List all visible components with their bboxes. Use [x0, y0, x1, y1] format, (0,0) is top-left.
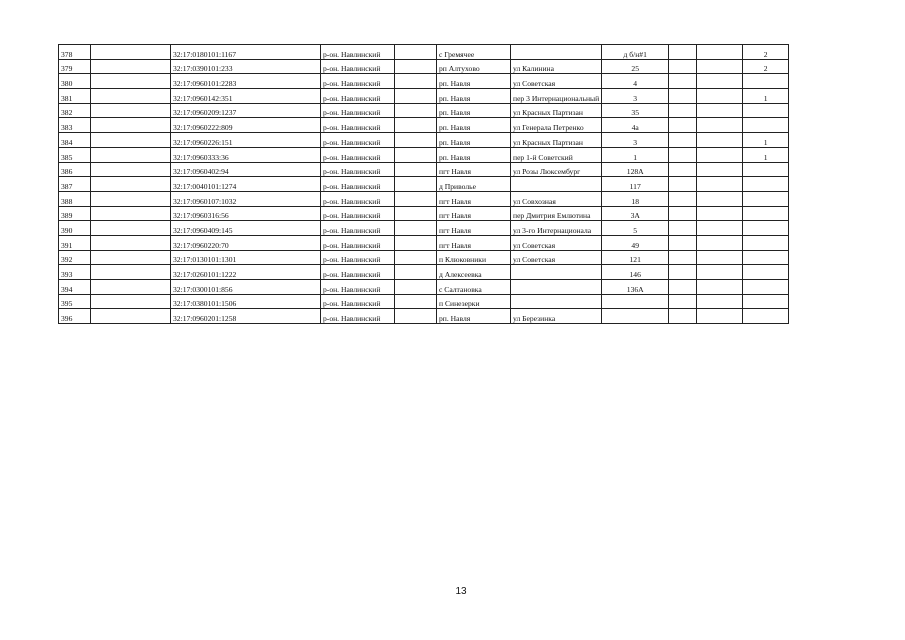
settlement-cell: п Синезерки: [437, 294, 511, 309]
cadastral-number-cell: 32:17:0380101:1506: [171, 294, 321, 309]
cadastral-number-cell: 32:17:0960316:56: [171, 206, 321, 221]
empty-cell: [697, 89, 743, 104]
empty-cell: [697, 133, 743, 148]
cadastral-number-cell: 32:17:0130101:1301: [171, 250, 321, 265]
house-number-cell: 35: [602, 103, 669, 118]
empty-cell: [697, 206, 743, 221]
empty-cell: [91, 118, 171, 133]
house-number-cell: 146: [602, 265, 669, 280]
empty-cell: [697, 45, 743, 60]
empty-cell: [91, 59, 171, 74]
cadastral-number-cell: 32:17:0960226:151: [171, 133, 321, 148]
empty-cell: [395, 103, 437, 118]
empty-cell: [669, 235, 697, 250]
table-row: [59, 89, 789, 104]
empty-cell: [91, 103, 171, 118]
settlement-cell: п Клюковники: [437, 250, 511, 265]
cadastral-number-cell: 32:17:0300101:856: [171, 280, 321, 295]
table-row: [59, 74, 789, 89]
empty-cell: [91, 147, 171, 162]
table-row: [59, 235, 789, 250]
empty-cell: [669, 147, 697, 162]
settlement-cell: пгт Навля: [437, 235, 511, 250]
count-cell: [743, 191, 789, 206]
house-number-cell: [602, 309, 669, 324]
district-cell: р-он. Навлинский: [321, 147, 395, 162]
table-row: [59, 294, 789, 309]
cadastral-number-cell: 32:17:0040101:1274: [171, 177, 321, 192]
empty-cell: [395, 162, 437, 177]
empty-cell: [697, 221, 743, 236]
settlement-cell: с Салтановка: [437, 280, 511, 295]
count-cell: [743, 235, 789, 250]
empty-cell: [669, 265, 697, 280]
street-cell: ул Красных Партизан: [511, 133, 602, 148]
cadastral-number-cell: 32:17:0960402:94: [171, 162, 321, 177]
page-number: 13: [455, 586, 467, 597]
street-cell: [511, 45, 602, 60]
row-number-cell: 396: [59, 309, 91, 324]
settlement-cell: рп. Навля: [437, 89, 511, 104]
street-cell: пер 1-й Советский: [511, 147, 602, 162]
empty-cell: [395, 89, 437, 104]
table-row: [59, 45, 789, 60]
empty-cell: [395, 309, 437, 324]
street-cell: [511, 265, 602, 280]
street-cell: ул 3-го Интернационала: [511, 221, 602, 236]
settlement-cell: пгт Навля: [437, 191, 511, 206]
table-row: [59, 250, 789, 265]
empty-cell: [91, 74, 171, 89]
empty-cell: [395, 221, 437, 236]
empty-cell: [697, 74, 743, 89]
empty-cell: [697, 250, 743, 265]
empty-cell: [395, 206, 437, 221]
district-cell: р-он. Навлинский: [321, 280, 395, 295]
row-number-cell: 393: [59, 265, 91, 280]
count-cell: [743, 118, 789, 133]
house-number-cell: 4а: [602, 118, 669, 133]
empty-cell: [697, 177, 743, 192]
empty-cell: [669, 191, 697, 206]
settlement-cell: рп Алтухово: [437, 59, 511, 74]
empty-cell: [395, 59, 437, 74]
empty-cell: [395, 45, 437, 60]
table-row: [59, 206, 789, 221]
district-cell: р-он. Навлинский: [321, 177, 395, 192]
cadastral-number-cell: 32:17:0390101:233: [171, 59, 321, 74]
settlement-cell: рп. Навля: [437, 133, 511, 148]
empty-cell: [91, 309, 171, 324]
empty-cell: [395, 118, 437, 133]
district-cell: р-он. Навлинский: [321, 309, 395, 324]
count-cell: [743, 221, 789, 236]
district-cell: р-он. Навлинский: [321, 118, 395, 133]
street-cell: [511, 294, 602, 309]
empty-cell: [669, 133, 697, 148]
empty-cell: [91, 45, 171, 60]
house-number-cell: 3: [602, 89, 669, 104]
settlement-cell: пгт Навля: [437, 221, 511, 236]
settlement-cell: пгт Навля: [437, 206, 511, 221]
settlement-cell: рп. Навля: [437, 147, 511, 162]
empty-cell: [395, 133, 437, 148]
row-number-cell: 392: [59, 250, 91, 265]
table-row: [59, 59, 789, 74]
empty-cell: [697, 103, 743, 118]
settlement-cell: рп. Навля: [437, 309, 511, 324]
count-cell: 1: [743, 89, 789, 104]
street-cell: пер 3 Интернациональный: [511, 89, 602, 104]
empty-cell: [669, 59, 697, 74]
house-number-cell: 49: [602, 235, 669, 250]
count-cell: [743, 103, 789, 118]
empty-cell: [91, 191, 171, 206]
house-number-cell: 18: [602, 191, 669, 206]
empty-cell: [91, 133, 171, 148]
empty-cell: [669, 309, 697, 324]
house-number-cell: 4: [602, 74, 669, 89]
empty-cell: [669, 74, 697, 89]
row-number-cell: 382: [59, 103, 91, 118]
row-number-cell: 387: [59, 177, 91, 192]
count-cell: 1: [743, 147, 789, 162]
street-cell: [511, 177, 602, 192]
count-cell: [743, 294, 789, 309]
row-number-cell: 386: [59, 162, 91, 177]
cadastral-number-cell: 32:17:0960201:1258: [171, 309, 321, 324]
row-number-cell: 383: [59, 118, 91, 133]
empty-cell: [697, 294, 743, 309]
district-cell: р-он. Навлинский: [321, 103, 395, 118]
row-number-cell: 388: [59, 191, 91, 206]
count-cell: [743, 162, 789, 177]
street-cell: ул Красных Партизан: [511, 103, 602, 118]
house-number-cell: 117: [602, 177, 669, 192]
house-number-cell: 1: [602, 147, 669, 162]
district-cell: р-он. Навлинский: [321, 191, 395, 206]
row-number-cell: 390: [59, 221, 91, 236]
empty-cell: [395, 177, 437, 192]
cadastral-number-cell: 32:17:0960333:36: [171, 147, 321, 162]
empty-cell: [697, 59, 743, 74]
empty-cell: [91, 294, 171, 309]
settlement-cell: пгт Навля: [437, 162, 511, 177]
count-cell: [743, 206, 789, 221]
empty-cell: [669, 280, 697, 295]
empty-cell: [697, 280, 743, 295]
street-cell: пер Дмитрия Емлютина: [511, 206, 602, 221]
table-row: [59, 118, 789, 133]
district-cell: р-он. Навлинский: [321, 265, 395, 280]
cadastral-number-cell: 32:17:0180101:1167: [171, 45, 321, 60]
empty-cell: [669, 103, 697, 118]
empty-cell: [669, 250, 697, 265]
settlement-cell: рп. Навля: [437, 103, 511, 118]
row-number-cell: 394: [59, 280, 91, 295]
district-cell: р-он. Навлинский: [321, 206, 395, 221]
empty-cell: [91, 265, 171, 280]
street-cell: ул Березинка: [511, 309, 602, 324]
empty-cell: [669, 294, 697, 309]
table-row: [59, 177, 789, 192]
settlement-cell: рп. Навля: [437, 74, 511, 89]
house-number-cell: 25: [602, 59, 669, 74]
empty-cell: [91, 235, 171, 250]
empty-cell: [669, 221, 697, 236]
cadastral-number-cell: 32:17:0960209:1237: [171, 103, 321, 118]
empty-cell: [395, 191, 437, 206]
table-row: [59, 162, 789, 177]
street-cell: [511, 280, 602, 295]
district-cell: р-он. Навлинский: [321, 45, 395, 60]
empty-cell: [395, 265, 437, 280]
empty-cell: [395, 74, 437, 89]
row-number-cell: 391: [59, 235, 91, 250]
table-row: [59, 147, 789, 162]
empty-cell: [697, 309, 743, 324]
empty-cell: [669, 45, 697, 60]
street-cell: ул Советская: [511, 235, 602, 250]
empty-cell: [669, 177, 697, 192]
empty-cell: [91, 89, 171, 104]
settlement-cell: д Приволье: [437, 177, 511, 192]
house-number-cell: 136А: [602, 280, 669, 295]
row-number-cell: 389: [59, 206, 91, 221]
count-cell: 2: [743, 45, 789, 60]
row-number-cell: 379: [59, 59, 91, 74]
count-cell: [743, 280, 789, 295]
empty-cell: [395, 294, 437, 309]
cadastral-number-cell: 32:17:0960220:70: [171, 235, 321, 250]
house-number-cell: [602, 294, 669, 309]
row-number-cell: 378: [59, 45, 91, 60]
settlement-cell: с Гремячее: [437, 45, 511, 60]
cadastral-number-cell: 32:17:0960142:351: [171, 89, 321, 104]
count-cell: 1: [743, 133, 789, 148]
table-row: [59, 221, 789, 236]
empty-cell: [91, 221, 171, 236]
street-cell: ул Розы Люксембург: [511, 162, 602, 177]
empty-cell: [669, 162, 697, 177]
street-cell: ул Совхозная: [511, 191, 602, 206]
table-row: [59, 103, 789, 118]
district-cell: р-он. Навлинский: [321, 162, 395, 177]
row-number-cell: 385: [59, 147, 91, 162]
count-cell: [743, 309, 789, 324]
settlement-cell: рп. Навля: [437, 118, 511, 133]
cadastral-number-cell: 32:17:0960222:809: [171, 118, 321, 133]
empty-cell: [91, 177, 171, 192]
empty-cell: [697, 235, 743, 250]
row-number-cell: 381: [59, 89, 91, 104]
house-number-cell: д б/н#1: [602, 45, 669, 60]
empty-cell: [697, 191, 743, 206]
house-number-cell: 5: [602, 221, 669, 236]
street-cell: ул Генерала Петренко: [511, 118, 602, 133]
count-cell: [743, 250, 789, 265]
house-number-cell: 121: [602, 250, 669, 265]
row-number-cell: 384: [59, 133, 91, 148]
empty-cell: [697, 147, 743, 162]
district-cell: р-он. Навлинский: [321, 250, 395, 265]
district-cell: р-он. Навлинский: [321, 59, 395, 74]
empty-cell: [697, 118, 743, 133]
house-number-cell: 128А: [602, 162, 669, 177]
table-row: [59, 280, 789, 295]
count-cell: 2: [743, 59, 789, 74]
count-cell: [743, 74, 789, 89]
district-cell: р-он. Навлинский: [321, 89, 395, 104]
district-cell: р-он. Навлинский: [321, 133, 395, 148]
street-cell: ул Советская: [511, 250, 602, 265]
empty-cell: [91, 162, 171, 177]
settlement-cell: д Алексеевка: [437, 265, 511, 280]
table-body: [59, 45, 789, 324]
empty-cell: [91, 250, 171, 265]
property-register-table: [58, 44, 789, 324]
table-row: [59, 191, 789, 206]
empty-cell: [395, 147, 437, 162]
empty-cell: [91, 280, 171, 295]
empty-cell: [669, 118, 697, 133]
empty-cell: [669, 206, 697, 221]
district-cell: р-он. Навлинский: [321, 74, 395, 89]
district-cell: р-он. Навлинский: [321, 221, 395, 236]
empty-cell: [395, 280, 437, 295]
count-cell: [743, 265, 789, 280]
empty-cell: [697, 162, 743, 177]
cadastral-number-cell: 32:17:0960409:145: [171, 221, 321, 236]
house-number-cell: 3А: [602, 206, 669, 221]
count-cell: [743, 177, 789, 192]
cadastral-number-cell: 32:17:0960101:2283: [171, 74, 321, 89]
row-number-cell: 380: [59, 74, 91, 89]
empty-cell: [669, 89, 697, 104]
empty-cell: [91, 206, 171, 221]
street-cell: ул Калинина: [511, 59, 602, 74]
cadastral-number-cell: 32:17:0260101:1222: [171, 265, 321, 280]
table-row: [59, 265, 789, 280]
cadastral-number-cell: 32:17:0960107:1032: [171, 191, 321, 206]
empty-cell: [697, 265, 743, 280]
table-row: [59, 309, 789, 324]
district-cell: р-он. Навлинский: [321, 235, 395, 250]
row-number-cell: 395: [59, 294, 91, 309]
street-cell: ул Советская: [511, 74, 602, 89]
empty-cell: [395, 250, 437, 265]
table-row: [59, 133, 789, 148]
house-number-cell: 3: [602, 133, 669, 148]
empty-cell: [395, 235, 437, 250]
district-cell: р-он. Навлинский: [321, 294, 395, 309]
